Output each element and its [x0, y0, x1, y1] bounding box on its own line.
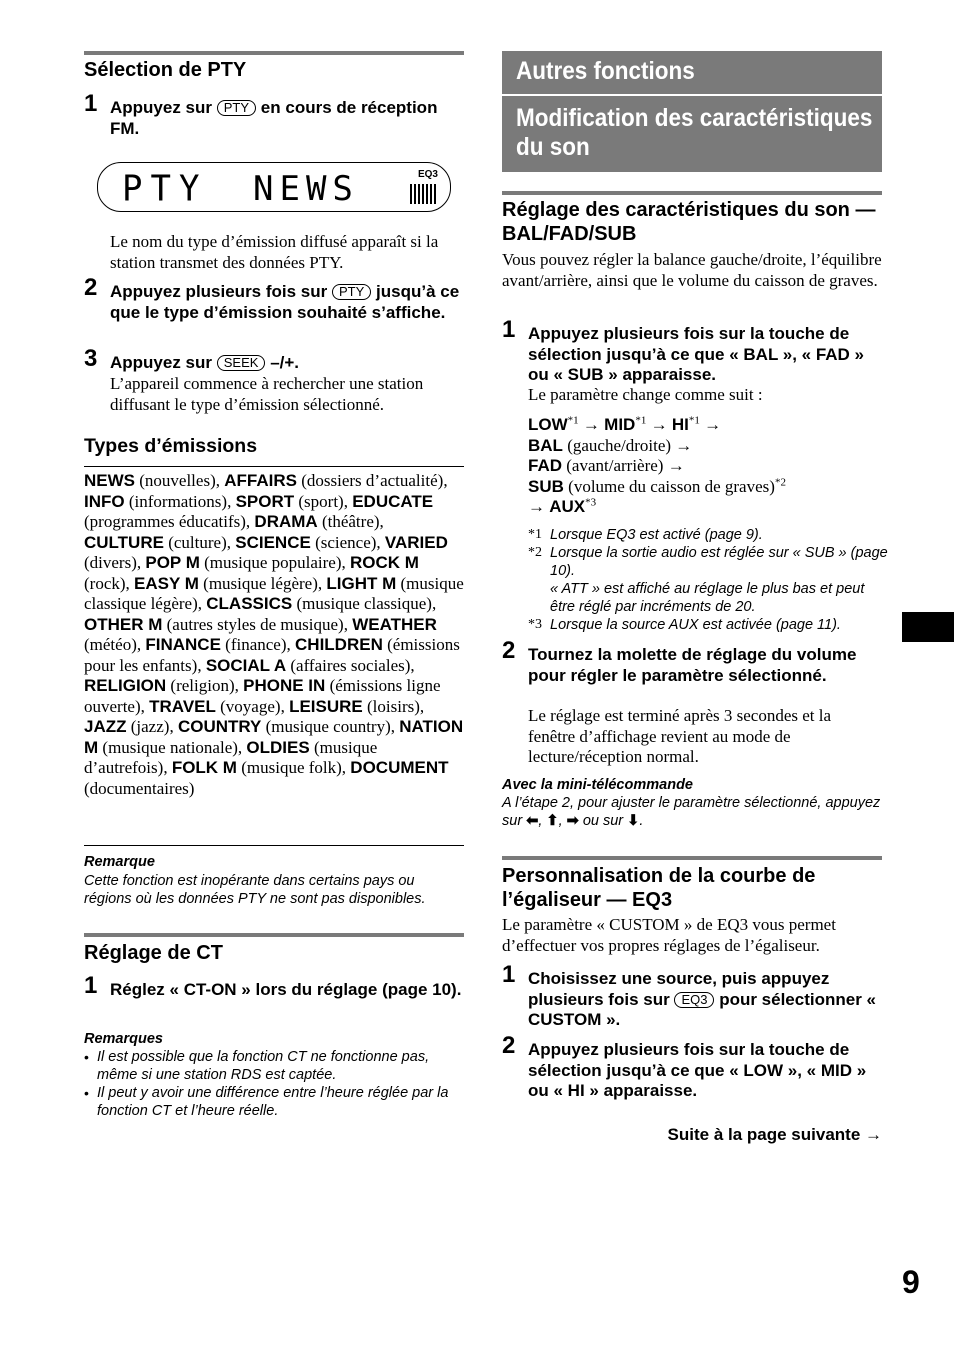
program-types-list: NEWS (nouvelles), AFFAIRS (dossiers d’actualité), INFO (informations), SPORT (sport), EDUCATE (programmes éducatifs), DRAMA (théâtre), CULTURE (culture), SCIENCE (science), VARIED (divers), POP M (musique populaire), ROCK M (rock), EASY M (musique légère), LIGHT M (musique classique légère), CLASSICS (musique classique), OTHER M (autres styles de musique), WEATHER (météo), FINANCE (finance), CHILDREN (émissions pour les enfants), SOCIAL A (affaires sociales), RELIGION (religion), PHONE IN (émissions ligne ouverte), TRAVEL (voyage), LEISURE (loisirs), JAZZ (jazz), COUNTRY (musique country), NATION M (musique nationale), OLDIES (musique d’autrefois), FOLK M (musique folk), DOCUMENT (documentaires): [84, 471, 464, 798]
program-type-desc: (programmes éducatifs): [84, 512, 246, 531]
chapter-title: Autres fonctions: [516, 57, 695, 85]
eq3-indicator: EQ3: [417, 169, 438, 180]
eq3-button-label: EQ3: [674, 992, 714, 1008]
seq-mid: MID: [604, 415, 636, 434]
footnote-2b: [528, 580, 888, 616]
program-type-code: FOLK M: [171, 758, 237, 777]
program-type-desc: (théâtre): [321, 512, 380, 531]
program-type-code: RELIGION: [84, 676, 167, 695]
section-rule: [84, 933, 464, 937]
sequence-line-1: [528, 415, 868, 436]
step-text: Appuyez plusieurs fois sur la touche de sélection jusqu’à ce que « LOW », « MID » ou « HI » apparaisse.: [528, 1040, 867, 1100]
pty-step-1: [84, 90, 464, 139]
section-rule: [84, 845, 464, 846]
chapter-side-tab: [902, 612, 954, 642]
program-type-desc: (musique classique): [296, 594, 432, 613]
page-number: 9: [902, 1264, 920, 1300]
step-number: 1: [502, 961, 516, 988]
program-type-code: INFO: [84, 491, 125, 511]
program-type-code: PHONE IN: [243, 676, 326, 695]
section-rule: [84, 466, 464, 467]
pty-heading: Sélection de PTY: [84, 59, 247, 81]
program-type-desc: (jazz): [130, 717, 170, 736]
program-type-code: DOCUMENT: [350, 758, 449, 777]
pty-step-3: [84, 345, 464, 374]
remote-text-a: A l’étape 2, pour ajuster le paramètre sélectionné, appuyez sur: [502, 795, 881, 829]
bal-step2-body: Le réglage est terminé après 3 secondes et la fenêtre d’affichage revient au mode de lecture/réception normal.: [528, 706, 832, 766]
step-text: jusqu’à ce que le type d’émission souhaité s’affiche.: [110, 282, 460, 322]
arrow-right-icon: →: [675, 435, 693, 455]
program-type-desc: (musique légère): [203, 573, 318, 593]
seq-sub: SUB: [528, 476, 564, 496]
remote-text-b: ou sur: [582, 813, 624, 829]
pty-step1-body: Le nom du type d’émission diffusé apparaît si la station transmet des données PTY.: [110, 232, 439, 272]
program-type-code: SOCIAL A: [205, 655, 287, 675]
program-type-desc: (documentaires): [84, 778, 195, 798]
seq-desc: (volume du caisson de graves): [568, 476, 775, 496]
step-number: 2: [502, 1032, 516, 1059]
arrow-right-icon: →: [650, 415, 668, 434]
note-title: Remarque: [84, 854, 155, 870]
step-number: 1: [84, 90, 98, 117]
program-type-code: TRAVEL: [149, 696, 216, 716]
program-type-desc: (informations): [128, 491, 228, 511]
types-heading: Types d’émissions: [84, 435, 258, 457]
section-rule: [502, 856, 882, 860]
eq-step-1: [502, 961, 886, 1031]
footnote-ref: *1: [688, 414, 700, 427]
program-type-desc: (religion): [170, 676, 235, 695]
program-type-desc: (culture): [168, 532, 227, 552]
footnote-text: « ATT » est affiché au réglage le plus bas et peut être réglé par incréments de 20.: [550, 581, 865, 615]
program-type-code: AFFAIRS: [224, 471, 297, 490]
sequence-line-4: [528, 477, 868, 498]
program-type-desc: (émissions pour les enfants): [84, 635, 460, 675]
chapter-banner: [502, 51, 882, 94]
seq-hi: HI: [671, 415, 689, 434]
parameter-sequence: [528, 415, 868, 518]
arrow-down-icon: ⬇: [627, 813, 640, 829]
step-number: 2: [84, 274, 98, 301]
eq-heading: Personnalisation de la courbe de l’égaliseur — EQ3: [502, 865, 816, 911]
program-type-desc: (émissions ligne ouverte): [84, 676, 441, 716]
step-text: Tournez la molette de réglage du volume pour régler le paramètre sélectionné.: [528, 645, 857, 685]
program-type-code: OTHER M: [84, 614, 163, 634]
step-text: en cours de réception FM.: [110, 98, 438, 138]
footnote-text: Lorsque EQ3 est activé (page 9).: [550, 527, 763, 543]
program-type-desc: (musique classique légère): [84, 573, 464, 613]
bal-heading: Réglage des caractéristiques du son — BAL/FAD/SUB: [502, 199, 876, 245]
program-type-code: LIGHT M: [326, 573, 397, 593]
note-text: Cette fonction est inopérante dans certains pays ou régions où les données PTY ne sont pas disponibles.: [84, 873, 426, 907]
arrow-right-icon: →: [704, 415, 722, 434]
ct-step-1: [84, 972, 464, 1001]
arrow-up-icon: ⬆: [546, 813, 559, 829]
seq-low: LOW: [528, 415, 568, 434]
program-type-code: SPORT: [235, 491, 295, 511]
section-rule: [502, 191, 882, 195]
sequence-line-5: [528, 497, 868, 518]
remote-text: A l’étape 2, pour ajuster le paramètre sélectionné, appuyez sur ⬅, ⬆, ➡ ou sur ⬇.: [502, 795, 881, 829]
program-type-code: CLASSICS: [206, 594, 293, 613]
pty-button-label: PTY: [332, 284, 371, 300]
lcd-display: [97, 162, 451, 212]
program-type-code: JAZZ: [84, 717, 127, 736]
section-rule: [84, 51, 464, 55]
bal-step-1: [502, 316, 886, 386]
footnote-text: Lorsque la sortie audio est réglée sur « SUB » (page 10).: [550, 545, 888, 579]
program-type-desc: (affaires sociales): [290, 655, 411, 675]
ct-note-1: [84, 1048, 455, 1084]
program-type-desc: (voyage): [220, 696, 281, 716]
program-type-desc: (divers): [84, 553, 137, 572]
arrow-left-icon: ⬅: [526, 813, 539, 829]
bal-step-2: [502, 637, 886, 686]
pty-button-label: PTY: [217, 100, 256, 116]
footnote-ref: *1: [567, 414, 579, 427]
program-type-code: NEWS: [84, 471, 135, 490]
seek-button-label: SEEK: [217, 355, 266, 371]
program-type-code: EDUCATE: [352, 491, 434, 511]
footnote-ref: *1: [635, 414, 647, 427]
program-type-code: WEATHER: [352, 614, 437, 634]
step-number: 1: [84, 972, 98, 999]
program-type-desc: (loisirs): [367, 696, 420, 716]
footnote-text: Lorsque la source AUX est activée (page 11).: [550, 617, 841, 633]
program-type-code: FINANCE: [145, 635, 221, 654]
program-type-desc: (rock): [84, 573, 126, 593]
program-type-code: POP M: [145, 553, 200, 572]
program-type-desc: (musique d’autrefois): [84, 737, 378, 777]
arrow-right-icon: →: [667, 456, 685, 475]
eq-step-2: [502, 1032, 886, 1102]
program-type-code: OLDIES: [246, 737, 310, 757]
program-type-code: NATION M: [84, 717, 464, 757]
step-text: pour sélectionner « CUSTOM ».: [528, 989, 877, 1029]
lcd-news-text: NEWS: [253, 169, 359, 209]
seq-bal: BAL: [528, 435, 563, 455]
seq-aux: AUX: [549, 497, 586, 516]
footnote-3: [528, 616, 888, 634]
pty-step3-body: L’appareil commence à rechercher une station diffusant le type d’émission sélectionné.: [110, 374, 424, 414]
step-number: 1: [502, 316, 516, 343]
sequence-line-3: [528, 456, 868, 477]
program-type-desc: (sport): [298, 491, 344, 511]
level-meter-icon: [410, 184, 438, 204]
bullet-icon: •: [84, 1049, 89, 1065]
pty-step-2: [84, 274, 464, 323]
arrow-right-icon: →: [528, 497, 545, 516]
note-text: Il peut y avoir une différence entre l’heure réglée par la fonction CT et l’heure réelle.: [97, 1085, 449, 1119]
program-type-code: CULTURE: [84, 532, 164, 552]
footnotes: [528, 526, 888, 634]
section-banner: [502, 96, 882, 172]
seq-desc: (gauche/droite): [567, 435, 672, 455]
program-type-code: SCIENCE: [235, 532, 311, 552]
program-type-desc: (musique nationale): [102, 737, 238, 757]
section-banner-title: Modification des caractéristiques du son: [516, 104, 873, 161]
program-type-code: COUNTRY: [177, 717, 262, 736]
eq-intro: Le paramètre « CUSTOM » de EQ3 vous permet d’effectuer vos propres réglages de l’égaliseur.: [502, 915, 836, 955]
footnote-ref: *2: [774, 475, 786, 488]
program-type-desc: (nouvelles): [139, 471, 216, 490]
ct-note-2: [84, 1084, 467, 1120]
step-number: 2: [502, 637, 516, 664]
program-type-desc: (musique populaire): [204, 553, 342, 572]
footnote-mark: *3: [528, 617, 542, 632]
footnote-1: [528, 526, 888, 544]
step-text: Réglez « CT-ON » lors du réglage (page 10).: [110, 980, 462, 999]
program-type-code: LEISURE: [289, 696, 363, 716]
step-text: Choisissez une source, puis appuyez plusieurs fois sur: [528, 969, 830, 1009]
program-type-desc: (dossiers d’actualité): [301, 471, 444, 490]
remote-title: Avec la mini-télécommande: [502, 777, 693, 793]
footnote-2: [528, 544, 888, 580]
bal-step1-body: Le paramètre change comme suit :: [528, 385, 763, 404]
note-text: Il est possible que la fonction CT ne fonctionne pas, même si une station RDS est captée.: [97, 1049, 430, 1083]
footnote-mark: *1: [528, 527, 542, 542]
arrow-right-icon: →: [582, 415, 600, 434]
program-type-code: DRAMA: [254, 512, 318, 531]
continued-label: Suite à la page suivante →: [667, 1125, 882, 1144]
program-type-desc: (finance): [225, 635, 287, 654]
step-text: Appuyez plusieurs fois sur la touche de sélection jusqu’à ce que « BAL », « FAD » ou « SUB » apparaisse.: [528, 324, 865, 384]
seq-fad: FAD: [528, 456, 562, 475]
program-type-code: EASY M: [134, 573, 199, 593]
program-type-desc: (musique country): [265, 717, 391, 736]
lcd-pty-text: PTY: [122, 168, 208, 210]
step-text: Appuyez plusieurs fois sur: [110, 282, 328, 301]
sequence-line-2: [528, 436, 868, 457]
bal-intro: Vous pouvez régler la balance gauche/droite, l’équilibre avant/arrière, ainsi que le volume du caisson de graves.: [502, 250, 882, 290]
notes-title: Remarques: [84, 1031, 163, 1047]
arrow-right-icon: ➡: [566, 813, 579, 829]
step-text: Appuyez sur: [110, 353, 213, 372]
seq-desc: (avant/arrière): [566, 456, 664, 475]
ct-heading: Réglage de CT: [84, 942, 223, 964]
program-type-desc: (musique folk): [241, 758, 342, 777]
footnote-ref: *3: [585, 496, 597, 509]
program-type-desc: (autres styles de musique): [166, 614, 344, 634]
program-type-code: ROCK M: [350, 553, 419, 572]
footnote-mark: *2: [528, 545, 542, 560]
program-type-desc: (météo): [84, 635, 137, 654]
program-type-code: CHILDREN: [295, 635, 383, 654]
step-text: Appuyez sur: [110, 98, 213, 117]
program-type-desc: (science): [315, 532, 377, 552]
program-type-code: VARIED: [384, 532, 448, 552]
bullet-icon: •: [84, 1085, 89, 1101]
step-number: 3: [84, 345, 98, 372]
step-text: –/+.: [270, 353, 300, 372]
